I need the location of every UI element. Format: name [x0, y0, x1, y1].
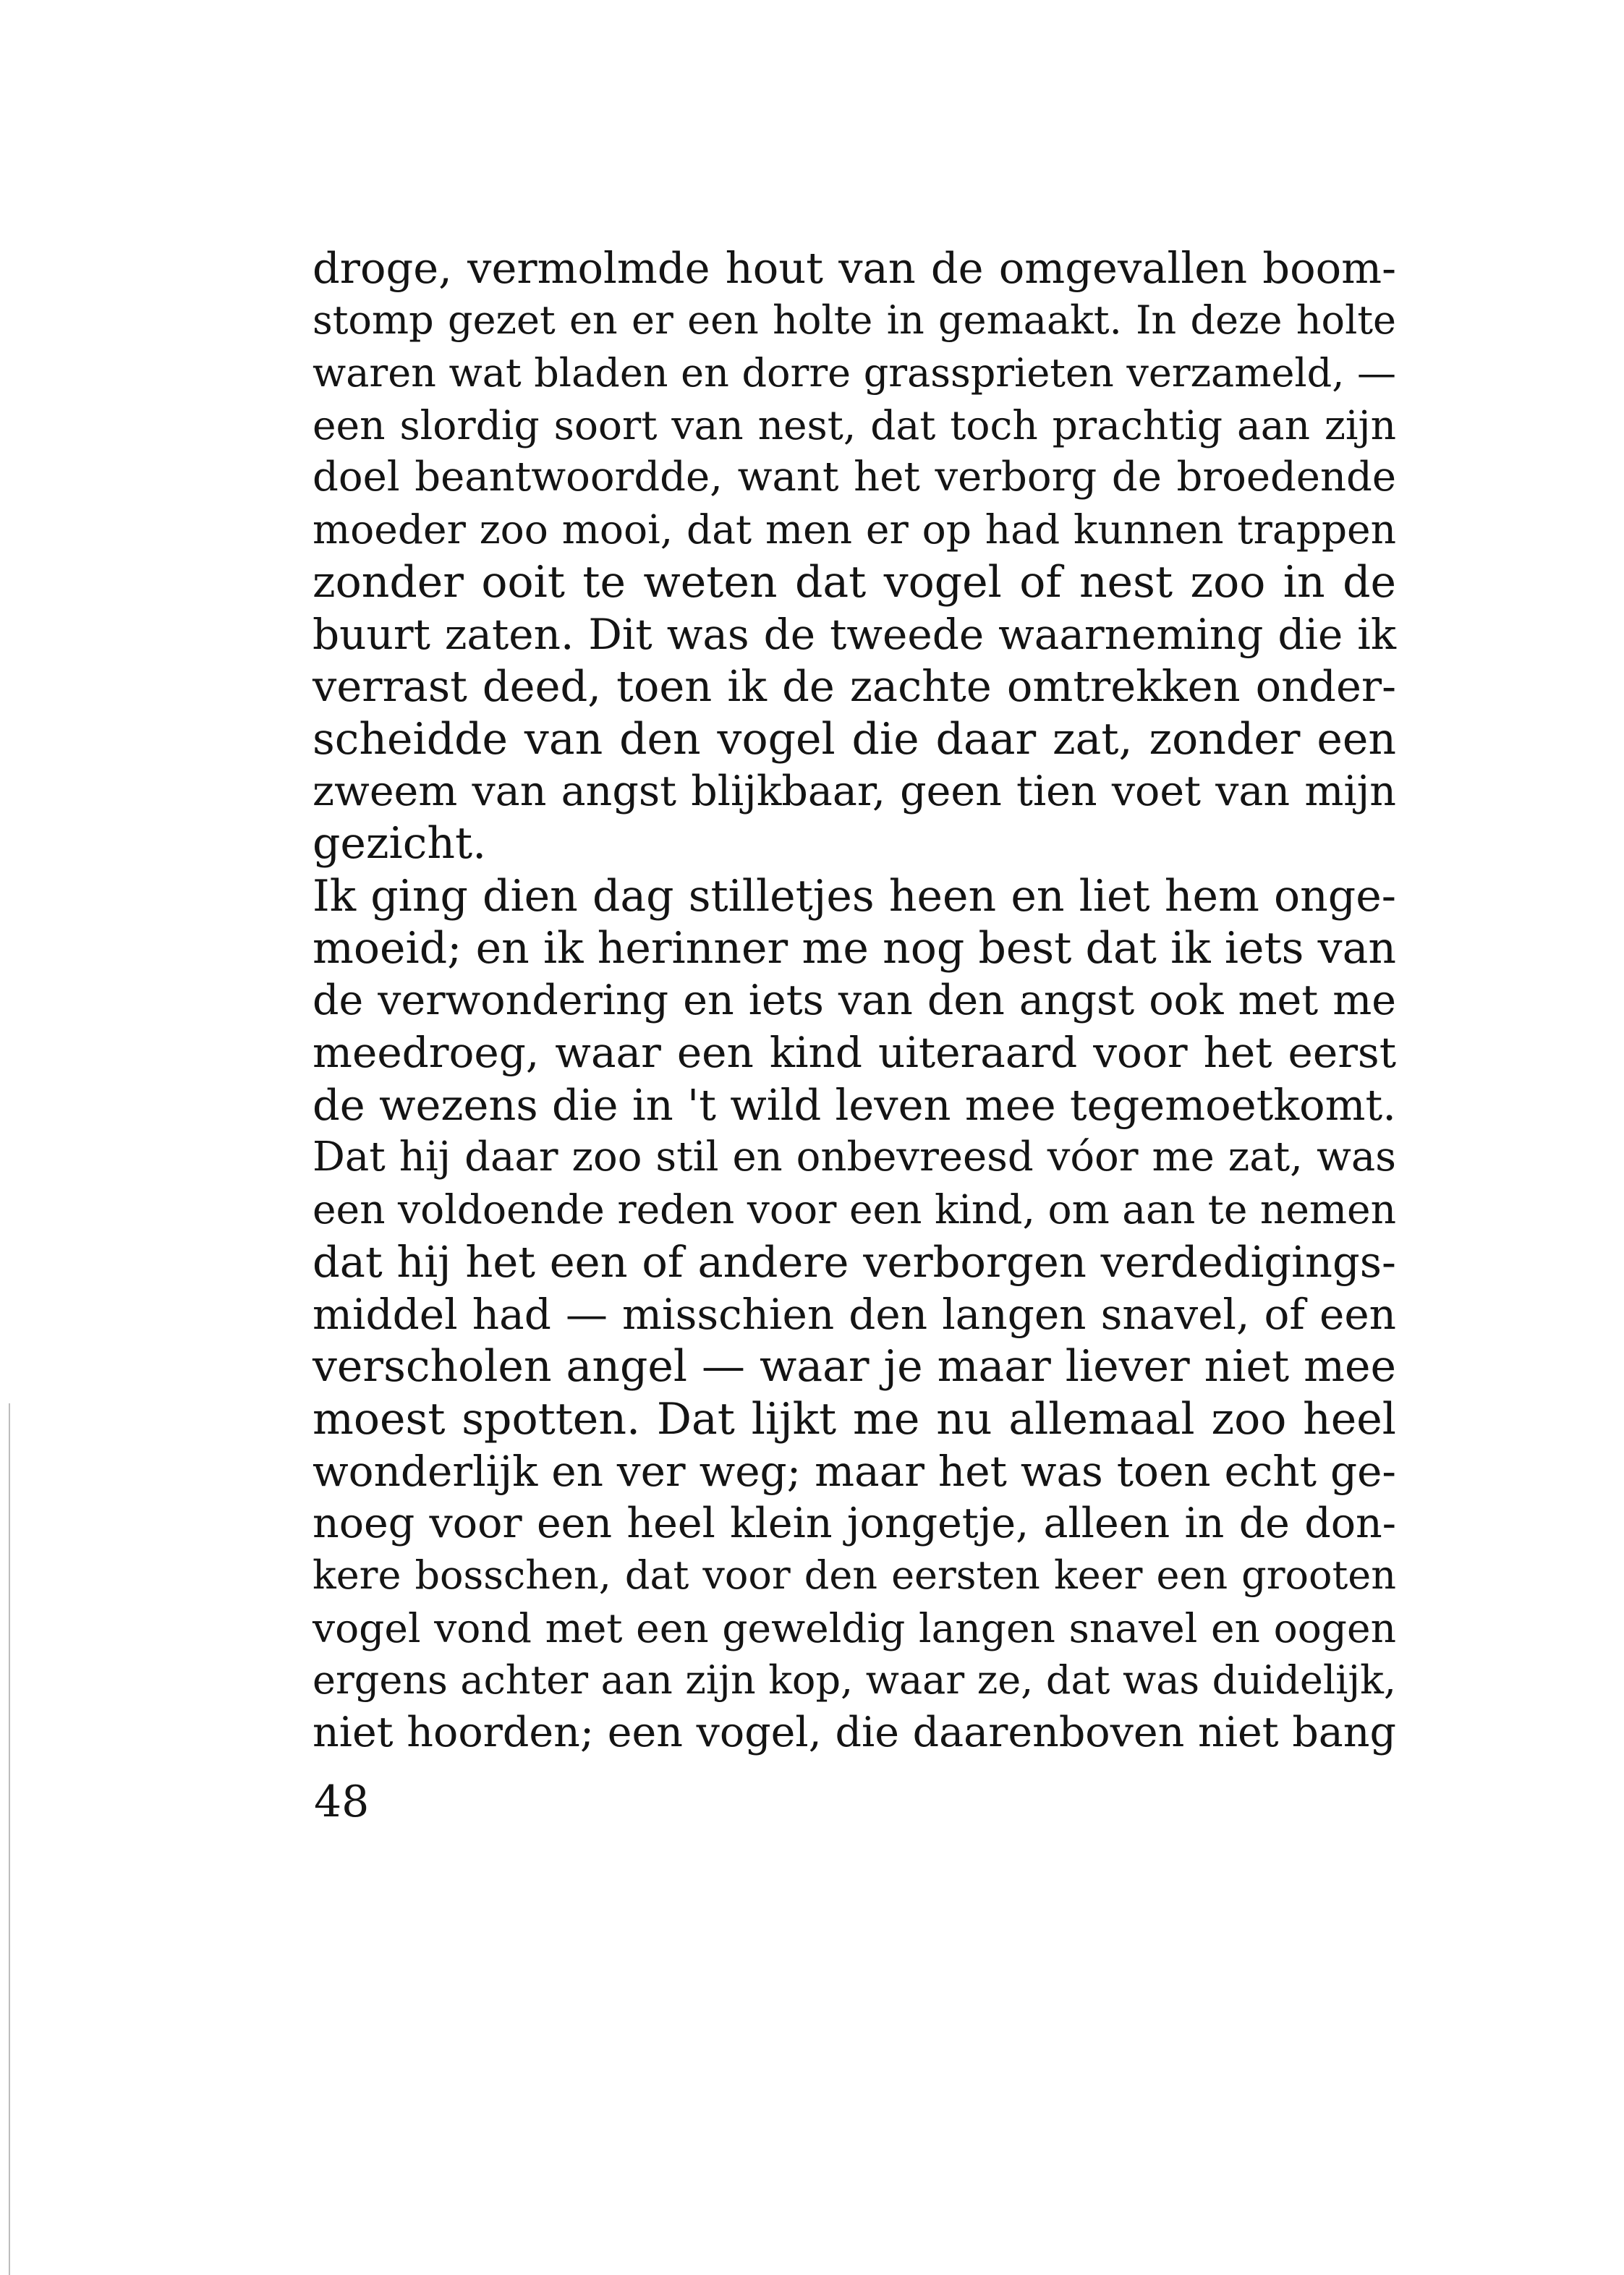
text-line: scheidde van den vogel die daar zat, zonder een: [313, 713, 1396, 765]
text-line: de wezens die in 't wild leven mee tegemoetkomt.: [313, 1079, 1396, 1130]
text-line: zweem van angst blijkbaar, geen tien voet van mijn: [313, 767, 1396, 815]
text-line: vogel vond met een geweldig langen snavel en oogen: [313, 1604, 1396, 1651]
text-line: middel had — misschien den langen snavel, of een: [313, 1289, 1396, 1339]
text-line: moeder zoo mooi, dat men er op had kunnen trappen: [313, 506, 1396, 553]
text-line: zonder ooit te weten dat vogel of nest zoo in de: [313, 556, 1396, 608]
text-line: een voldoende reden voor een kind, om aan te nemen: [313, 1186, 1396, 1233]
text-line: waren wat bladen en dorre grassprieten verzameld, —: [313, 349, 1396, 396]
text-line: kere bosschen, dat voor den eersten keer een grooten: [313, 1552, 1396, 1599]
text-line: verrast deed, toen ik de zachte omtrekken onder-: [313, 661, 1396, 712]
text-line: wonderlijk en ver weg; maar het was toen echt ge-: [313, 1446, 1396, 1496]
text-line: moeid; en ik herinner me nog best dat ik iets van: [313, 922, 1396, 974]
paragraph-end-line: gezicht.: [313, 818, 487, 869]
text-line: stomp gezet en er een holte in gemaakt. In deze holte: [313, 297, 1396, 344]
text-line: meedroeg, waar een kind uiteraard voor het eerst: [313, 1028, 1396, 1078]
text-line: niet hoorden; een vogel, die daarenboven niet bang: [313, 1709, 1396, 1757]
text-line: ergens achter aan zijn kop, waar ze, dat was duidelijk,: [313, 1657, 1396, 1704]
text-line: een slordig soort van nest, dat toch prachtig aan zijn: [313, 401, 1396, 448]
scan-gutter-line: [9, 1403, 10, 2275]
text-line: verscholen angel — waar je maar liever niet mee: [313, 1341, 1396, 1392]
text-line: buurt zaten. Dit was de tweede waarneming die ik: [313, 610, 1396, 660]
text-line: droge, vermolmde hout van de omgevallen boom-: [313, 243, 1396, 293]
text-line: moest spotten. Dat lijkt me nu allemaal zoo heel: [313, 1393, 1396, 1445]
text-line: de verwondering en iets van den angst ook met me: [313, 977, 1396, 1025]
text-line: Ik ging dien dag stilletjes heen en liet hem onge-: [313, 870, 1396, 922]
page-number: 48: [314, 1777, 370, 1827]
text-line: Dat hij daar zoo stil en onbevreesd vóor me zat, was: [313, 1134, 1396, 1181]
text-line: noeg voor een heel klein jongetje, alleen in de don-: [313, 1500, 1396, 1548]
body-text: [313, 242, 1396, 1759]
text-line: dat hij het een of andere verborgen verdedigings-: [313, 1236, 1396, 1287]
text-line: doel beantwoordde, want het verborg de broedende: [313, 454, 1396, 501]
